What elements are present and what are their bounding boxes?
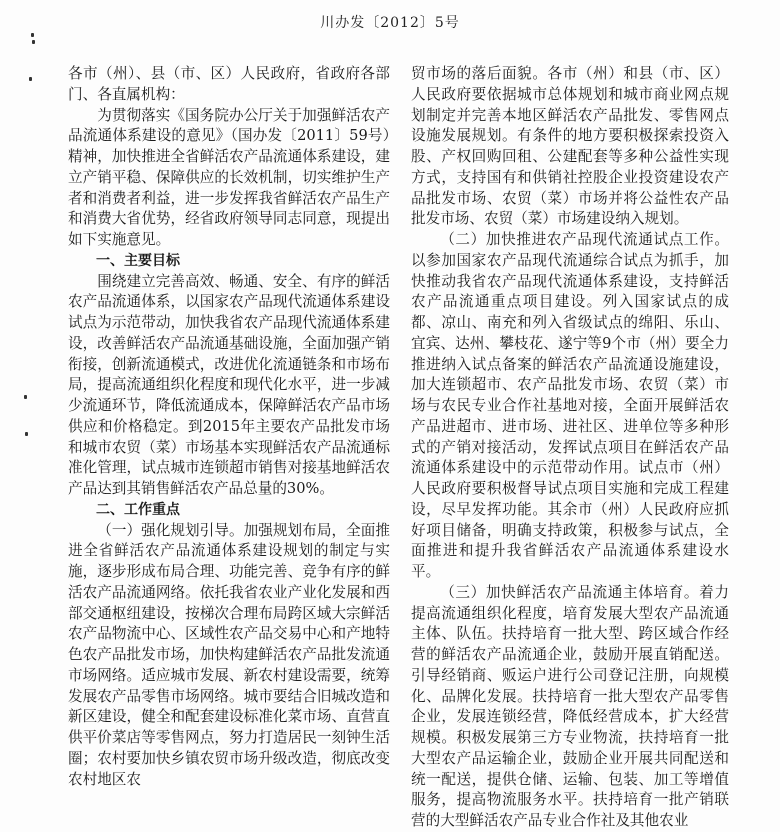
salutation: 各市（州）、县（市、区）人民政府，省政府各部门、各直属机构：	[68, 65, 390, 103]
section-heading-main-goals: 一、主要目标	[96, 252, 180, 269]
planning-guidance-paragraph: （一）强化规划引导。加强规划布局，全面推进全省鲜活农产品流通体系建设规划的制定与实施，逐步形成布局合理、功能完善、竞争有序的鲜活农产品流通网络。依托我省农业产业化发展和西部交通枢纽建设，按梯次合理布局跨区域大宗鲜活农产品物流中心、区域性农产品交易中心和产地特色农产品批发市场，加快构建鲜活农产品批发流通市场网络。适应城市发展、新农村建设需要，统筹发展农产品零售市场网络。城市要结合旧城改造和新区建设，健全和配套建设标准化菜市场、直营直供平价菜店等零售网点，努力打造居民一刻钟生活圈；农村要加快乡镇农贸市场升级改造，彻底改变农村地区农	[68, 521, 390, 788]
intro-paragraph: 为贯彻落实《国务院办公厅关于加强鲜活农产品流通体系建设的意见》（国办发〔2011〕59号）精神，加快推进全省鲜活农产品流通体系建设，建立产销平稳、保障供应的长效机制，切实维护生产者和消费者利益，进一步发挥我省鲜活农产品生产和消费大省优势，经省政府领导同志同意，现提出如下实施意见。	[68, 106, 390, 248]
binding-hole-mark	[29, 77, 32, 81]
pilot-work-paragraph: （二）加快推进农产品现代流通试点工作。以参加国家农产品现代流通综合试点为抓手，加快推动我省农产品现代流通体系建设，支持鲜活农产品流通重点项目建设。列入国家试点的成都、凉山、南充和列入省级试点的绵阳、乐山、宜宾、达州、攀枝花、遂宁等9个市（州）要全力推进纳入试点备案的鲜活农产品流通设施建设，加大连锁超市、农产品批发市场、农贸（菜）市场与农民专业合作社基地对接，全面开展鲜活农产品进超市、进市场、进社区、进单位等多种形式的产销对接活动，发挥试点项目在鲜活农产品流通体系建设中的示范带动作用。试点市（州）人民政府要积极督导试点项目实施和完成工程建设，尽早发挥功能。其余市（州）人民政府应抓好项目储备，明确支持政策，积极参与试点，全面推进和提升我省鲜活农产品流通体系建设水平。	[411, 231, 729, 580]
entity-cultivation-paragraph: （三）加快鲜活农产品流通主体培育。着力提高流通组织化程度，培育发展大型农产品流通主体、队伍。扶持培育一批大型、跨区域合作经营的鲜活农产品流通企业，鼓励开展直销配送。引导经销商、贩运户进行公司登记注册，向规模化、品牌化发展。扶持培育一批大型农产品零售企业，发展连锁经营，降低经营成本，扩大经营规模。积极发展第三方专业物流，扶持培育一批大型农产品运输企业，鼓励企业开展共同配送和统一配送，提供仓储、运输、包装、加工等增值服务，提高物流服务水平。扶持培育一批产销联营的大型鲜活农产品专业合作社及其他农业	[411, 583, 729, 829]
binding-hole-mark	[31, 33, 34, 37]
binding-hole-mark	[25, 432, 28, 436]
main-goals-paragraph: 围绕建立完善高效、畅通、安全、有序的鲜活农产品流通体系，以国家农产品现代流通体系建设试点为示范带动，加快我省农产品现代流通体系建设，改善鲜活农产品流通基础设施，全面加强产销衔接，创新流通模式，改进优化流通链条和市场布局，提高流通组织化程度和现代化水平，进一步减少流通环节，降低流通成本，保障鲜活农产品市场供应和价格稳定。到2015年主要农产品批发市场和城市农贸（菜）市场基本实现鲜活农产品流通标准化管理，试点城市连锁超市销售对接基地鲜活农产品达到其销售鲜活农产品总量的30%。	[68, 272, 390, 497]
right-column	[411, 64, 729, 832]
planning-guidance-continued: 贸市场的落后面貌。各市（州）和县（市、区）人民政府要依据城市总体规划和城市商业网点规划制定并完善本地区鲜活农产品批发、零售网点设施发展规划。有条件的地方要积极探索投资入股、产权回购回租、公建配套等多种公益性实现方式，支持国有和供销社控股企业投资建设农产品批发市场、农贸（菜）市场并将公益性农产品批发市场、农贸（菜）市场建设纳入规划。	[411, 65, 729, 228]
section-heading-work-focus: 二、工作重点	[96, 501, 180, 518]
document-number-header: 川办发〔2012〕5号	[320, 15, 460, 31]
binding-hole-mark	[24, 395, 27, 399]
binding-hole-mark	[32, 40, 35, 44]
left-column	[68, 64, 390, 790]
